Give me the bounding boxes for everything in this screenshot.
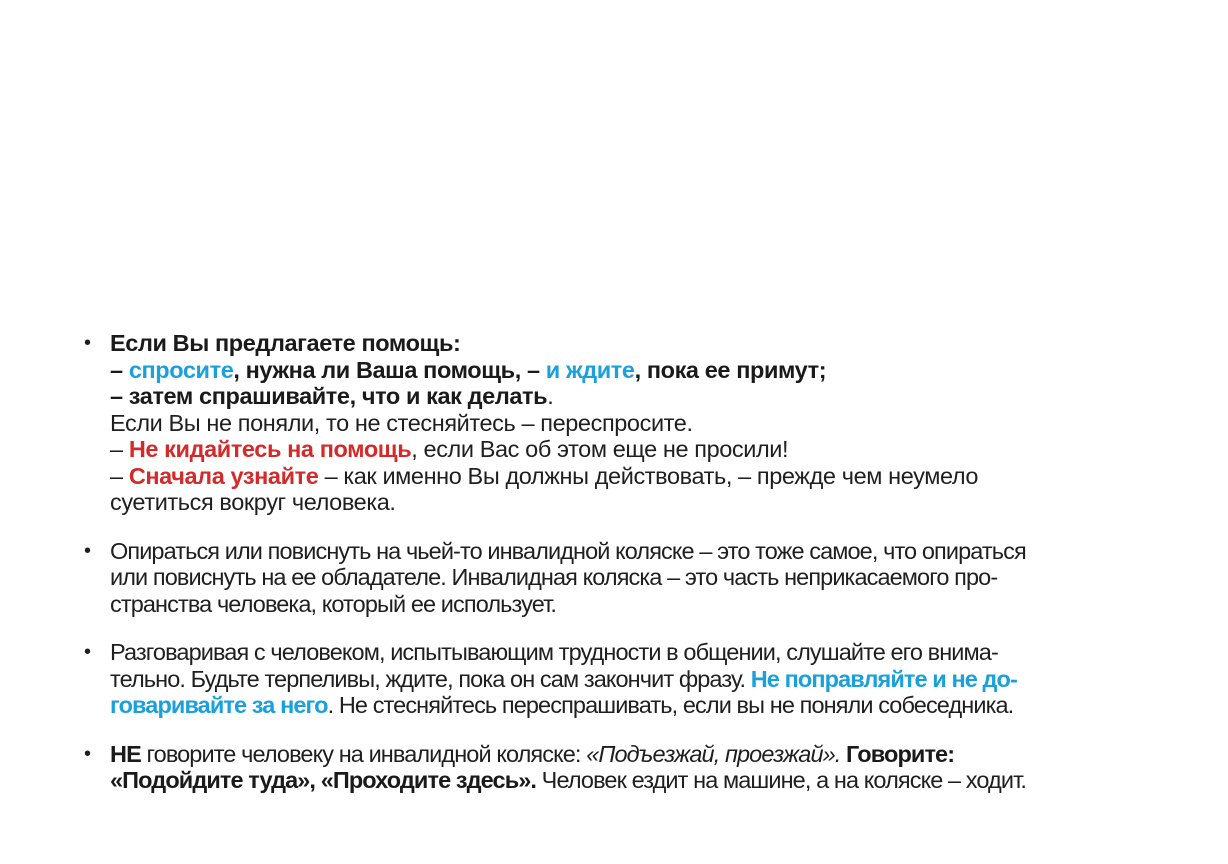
text-span: – <box>110 462 129 489</box>
highlight-red: Сначала узнайте <box>128 462 319 489</box>
text-span: Разговаривая с человеком, испытывающим трудности в общении, слушайте его внима- <box>110 639 998 665</box>
item1-line1 <box>110 330 1160 357</box>
text-span: , нужна ли Ваша помощь, – <box>233 356 546 383</box>
bullet: • <box>84 332 91 354</box>
item1-line5 <box>110 436 1160 463</box>
item3-line2 <box>110 666 1160 693</box>
text-span: Если Вы предлагаете помощь: <box>110 330 461 356</box>
text-span: – как именно Вы должны действовать, – прежде чем неумело <box>318 462 979 489</box>
italic-span: «Подъезжай, проезжай». <box>586 740 841 767</box>
text-span: тельно. Будьте терпеливы, ждите, пока он сам закончит фразу. <box>110 665 751 692</box>
text-span: . <box>547 383 554 409</box>
item3-line3 <box>110 692 1160 719</box>
item1-line6 <box>110 463 1160 490</box>
text-span: . Не стесняйтесь переспрашивать, если вы не поняли собеседника. <box>327 692 1014 718</box>
bulleted-list <box>80 330 1160 816</box>
text-span: Человек ездит на машине, а на коляске – ходит. <box>536 767 1026 793</box>
item2-line1 <box>110 538 1160 565</box>
list-item <box>80 330 1160 516</box>
text-span: Если Вы не поняли, то не стесняйтесь – переспросите. <box>110 409 693 436</box>
item1-line4 <box>110 410 1160 437</box>
bullet: • <box>84 539 91 562</box>
text-span: странства человека, который ее использует. <box>110 590 556 617</box>
item3-line1 <box>110 639 1160 666</box>
text-span: – <box>110 356 129 383</box>
text-span: – <box>110 436 129 462</box>
item2-line2 <box>110 564 1160 591</box>
item2-line3 <box>110 591 1160 618</box>
bullet: • <box>84 742 91 765</box>
text-span: Говорите: <box>840 740 955 767</box>
text-span: говорите человеку на инвалидной коляске: <box>140 740 587 767</box>
list-item <box>80 639 1160 719</box>
item4-line1 <box>110 741 1160 768</box>
item1-line2 <box>110 357 1160 384</box>
item1-line3 <box>110 383 1160 410</box>
item1-line7 <box>110 489 1160 516</box>
highlight-red: Не кидайтесь на помощь <box>128 436 412 462</box>
highlight-blue: и ждите <box>545 356 635 383</box>
highlight-blue: говаривайте за него <box>110 692 328 718</box>
highlight-blue: спросите <box>128 356 234 383</box>
bullet: • <box>84 641 91 663</box>
item4-line2 <box>110 767 1160 794</box>
text-span: «Подойдите туда», «Проходите здесь». <box>110 767 537 793</box>
text-span: , пока ее примут; <box>634 356 827 383</box>
list-item <box>80 741 1160 794</box>
text-span: , если Вас об этом еще не просили! <box>411 436 789 462</box>
text-span: суетиться вокруг человека. <box>110 489 396 515</box>
text-span: Опираться или повиснуть на чьей-то инвалидной коляске – это тоже самое, что опираться <box>110 537 1026 564</box>
text-span: или повиснуть на ее обладателе. Инвалидная коляска – это часть неприкасаемого про- <box>110 564 998 590</box>
list-item <box>80 538 1160 618</box>
text-span: НЕ <box>110 740 141 767</box>
text-span: – затем спрашивайте, что и как делать <box>110 383 548 409</box>
highlight-blue: Не поправляйте и не до- <box>750 665 1017 692</box>
